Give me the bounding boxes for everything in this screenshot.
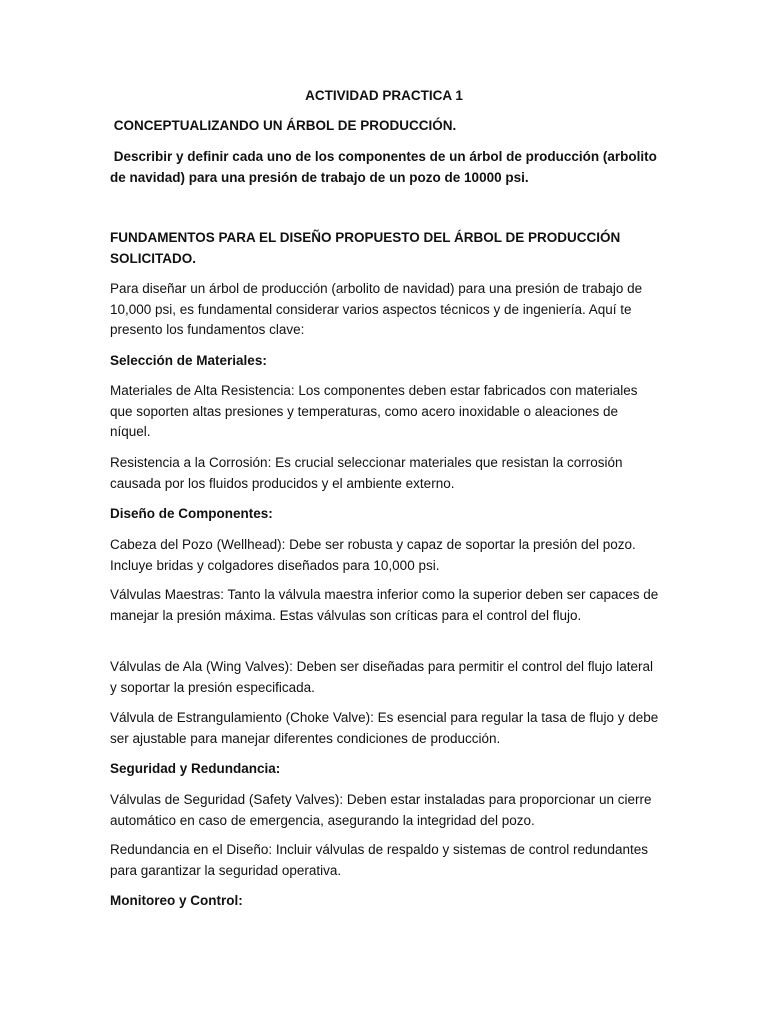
components-paragraph-2: Válvulas Maestras: Tanto la válvula maestra inferior como la superior deben ser capaces de manejar la presión máxima. Estas válvulas son críticas para el control del flujo. — [110, 587, 659, 623]
components-heading: Diseño de Componentes: — [110, 506, 273, 521]
safety-heading: Seguridad y Redundancia: — [110, 761, 281, 776]
materials-heading: Selección de Materiales: — [110, 353, 267, 368]
document-subtitle: CONCEPTUALIZANDO UN ÁRBOL DE PRODUCCIÓN. — [110, 118, 457, 133]
components-paragraph-3: Válvulas de Ala (Wing Valves): Deben ser diseñadas para permitir el control del flujo lateral y soportar la presión especificada. — [110, 659, 654, 695]
materials-paragraph-1: Materiales de Alta Resistencia: Los componentes deben estar fabricados con materiales que soporten altas presiones y temperaturas, como acero inoxidable o aleaciones de níquel. — [110, 383, 638, 439]
document-title: ACTIVIDAD PRACTICA 1 — [305, 88, 463, 103]
safety-paragraph-1: Válvulas de Seguridad (Safety Valves): Deben estar instaladas para proporcionar un cierre automático en caso de emergencia, asegurando la integridad del pozo. — [110, 792, 652, 828]
materials-paragraph-2: Resistencia a la Corrosión: Es crucial seleccionar materiales que resistan la corrosión causada por los fluidos producidos y el ambiente externo. — [110, 455, 623, 491]
components-paragraph-1: Cabeza del Pozo (Wellhead): Debe ser robusta y capaz de soportar la presión del pozo. Incluye bridas y colgadores diseñados para 10,000 psi. — [110, 537, 636, 573]
section-heading: FUNDAMENTOS PARA EL DISEÑO PROPUESTO DEL ÁRBOL DE PRODUCCIÓN SOLICITADO. — [110, 230, 621, 266]
intro-paragraph: Para diseñar un árbol de producción (arbolito de navidad) para una presión de trabajo de 10,000 psi, es fundamental considerar varios aspectos técnicos y de ingeniería. Aquí te presento los fundamentos clave: — [110, 281, 643, 337]
task-statement: Describir y definir cada uno de los componentes de un árbol de producción (arbolito de navidad) para una presión de trabajo de un pozo de 10000 psi. — [110, 149, 661, 185]
safety-paragraph-2: Redundancia en el Diseño: Incluir válvulas de respaldo y sistemas de control redundantes para garantizar la seguridad operativa. — [110, 842, 649, 878]
components-paragraph-4: Válvula de Estrangulamiento (Choke Valve): Es esencial para regular la tasa de flujo y debe ser ajustable para manejar diferentes condiciones de producción. — [110, 710, 659, 746]
monitoring-heading: Monitoreo y Control: — [110, 893, 243, 908]
